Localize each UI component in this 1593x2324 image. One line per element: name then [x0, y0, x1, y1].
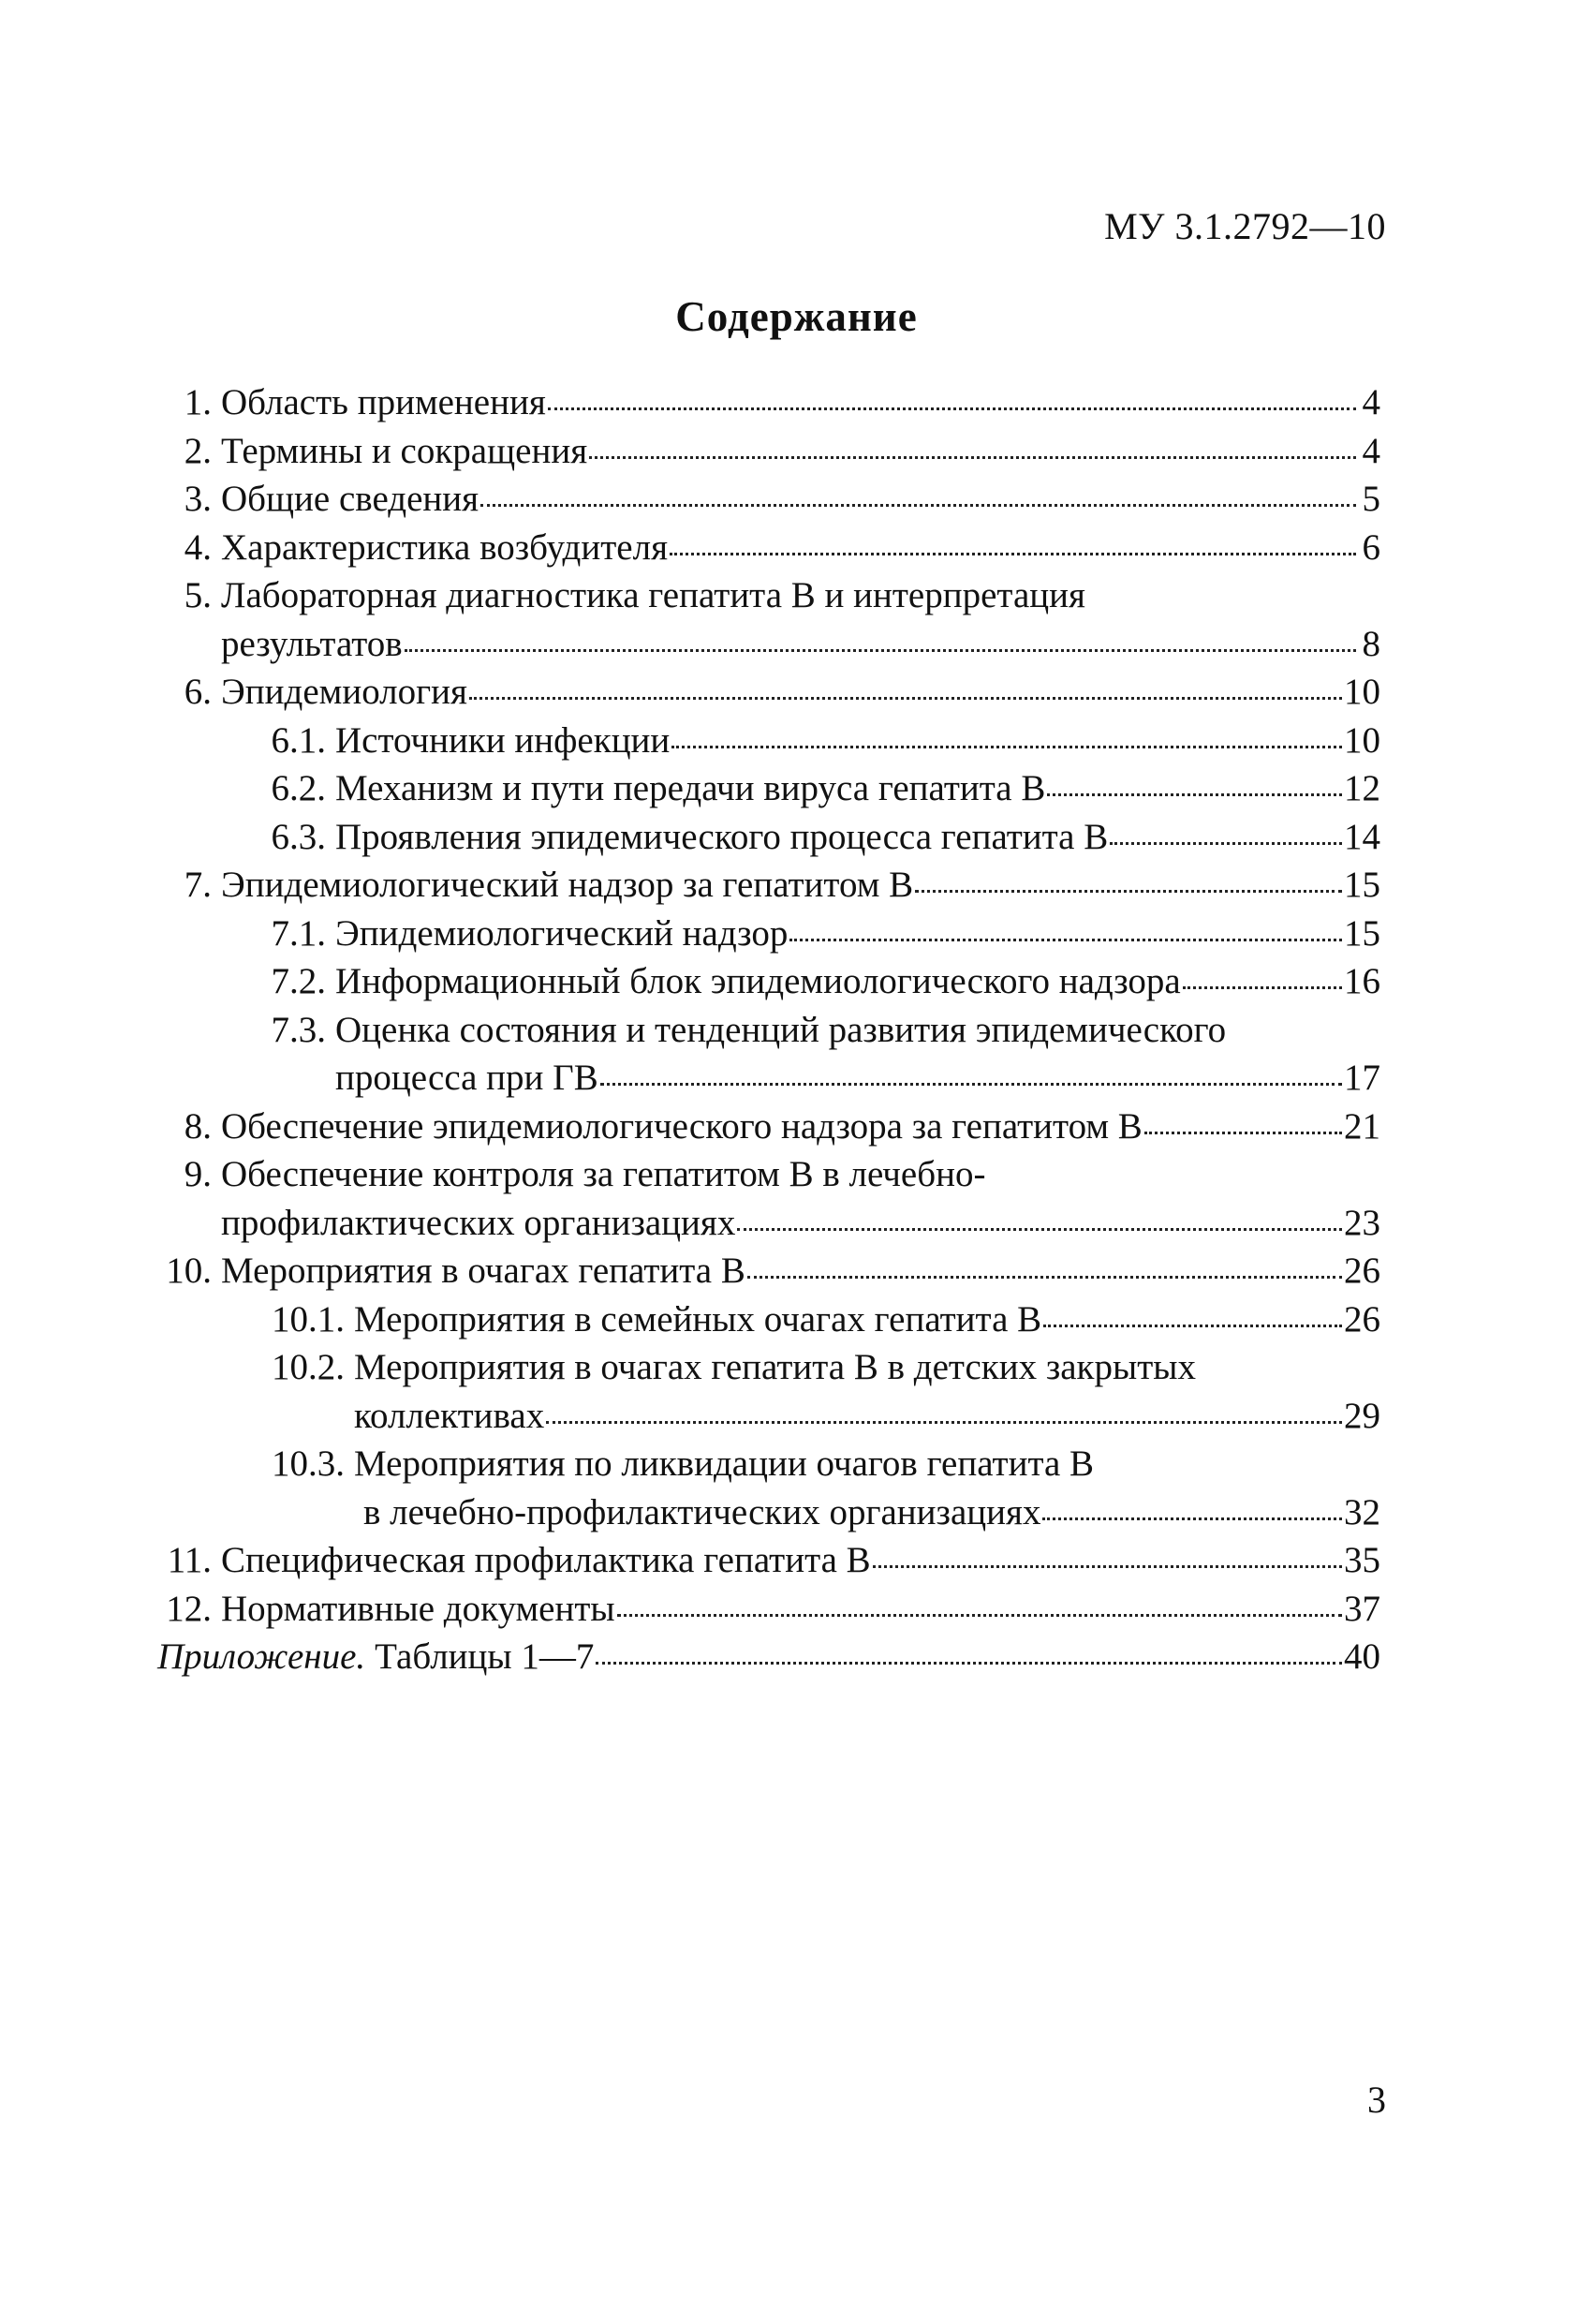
toc-entry-number: 10.1. — [272, 1298, 345, 1340]
toc-entry — [157, 1536, 1380, 1585]
toc-entry-title: Термины и сокращения — [221, 430, 588, 471]
dot-leader — [405, 649, 1356, 652]
toc-entry-title: Обеспечение контроля за гепатитом В в лечебно- — [221, 1154, 986, 1194]
dot-leader — [548, 407, 1356, 410]
dot-leader — [480, 504, 1356, 507]
toc-entry — [157, 764, 1380, 813]
toc-entry-title: Механизм и пути передачи вируса гепатита В — [335, 768, 1046, 808]
toc-entry-number: 6.1. — [271, 719, 326, 761]
dot-leader — [596, 1662, 1342, 1665]
toc-entry-title: Характеристика возбудителя — [221, 526, 669, 568]
toc-entry-title: Эпидемиологический надзор за гепатитом В — [221, 865, 914, 905]
toc-entry-page: 4 — [1362, 430, 1380, 471]
toc-entry-title: в лечебно-профилактических организациях — [363, 1491, 1041, 1532]
page-number: 3 — [1367, 2079, 1386, 2121]
toc-entry — [157, 668, 1380, 717]
toc-entry-page: 32 — [1344, 1491, 1380, 1532]
toc-entry-number: 6.3. — [271, 816, 326, 857]
dot-leader — [1110, 842, 1342, 845]
toc-entry-page: 35 — [1344, 1540, 1380, 1580]
toc-entry — [157, 427, 1380, 476]
toc-entry-page: 4 — [1362, 382, 1380, 422]
toc-entry — [157, 1488, 1380, 1537]
toc-entry — [157, 1585, 1380, 1634]
page-title: Содержание — [675, 293, 918, 340]
dot-leader — [670, 553, 1356, 555]
toc-entry-title: Таблицы 1—7 — [375, 1636, 595, 1677]
toc-entry-page: 8 — [1362, 623, 1380, 664]
toc-entry-number: 5. — [184, 575, 212, 615]
toc-entry-number: 8. — [184, 1105, 212, 1147]
toc-entry — [157, 1006, 1380, 1055]
toc-entry — [157, 1054, 1380, 1103]
toc-entry — [157, 475, 1380, 524]
toc-entry-page: 26 — [1344, 1298, 1380, 1340]
toc-entry-title: профилактических организациях — [221, 1202, 736, 1243]
toc-entry-title: Информационный блок эпидемиологического надзора — [335, 961, 1181, 1001]
toc-entry-number: 1. — [184, 382, 212, 422]
toc-entry — [157, 1343, 1380, 1392]
toc-entry-title: Проявления эпидемического процесса гепатита В — [335, 816, 1109, 857]
toc-entry — [157, 1199, 1380, 1248]
toc-entry — [157, 524, 1380, 572]
toc-entry — [157, 1295, 1380, 1344]
dot-leader — [671, 746, 1342, 748]
dot-leader — [1144, 1132, 1342, 1134]
table-of-contents — [157, 378, 1380, 1681]
toc-entry-title: Источники инфекции — [335, 719, 671, 761]
toc-entry — [157, 1103, 1380, 1151]
toc-entry-title: Мероприятия в семейных очагах гепатита В — [354, 1298, 1042, 1340]
toc-entry-number: 11. — [167, 1540, 212, 1580]
toc-entry-number: 2. — [184, 430, 212, 471]
toc-entry-title: Обеспечение эпидемиологического надзора за гепатитом В — [221, 1105, 1143, 1147]
toc-entry-number: 10. — [166, 1251, 212, 1291]
toc-entry-number: 4. — [184, 526, 212, 568]
toc-entry-page: 26 — [1344, 1251, 1380, 1291]
dot-leader — [589, 456, 1356, 459]
dot-leader — [469, 697, 1342, 700]
toc-entry-page: 15 — [1344, 912, 1380, 954]
toc-entry-page: 10 — [1344, 672, 1380, 712]
toc-entry-page: 29 — [1344, 1395, 1380, 1436]
dot-leader — [1043, 1325, 1342, 1327]
document-code: МУ 3.1.2792—10 — [1104, 205, 1386, 247]
toc-entry-page: 5 — [1362, 479, 1380, 519]
toc-entry — [157, 957, 1380, 1006]
toc-entry-title: Область применения — [221, 382, 546, 422]
toc-entry — [157, 378, 1380, 427]
toc-entry — [157, 813, 1380, 862]
toc-entry-page: 12 — [1344, 768, 1380, 808]
toc-entry-number: 7. — [184, 865, 212, 905]
dot-leader — [737, 1228, 1342, 1231]
toc-entry-number: 6.2. — [271, 768, 326, 808]
toc-entry-title: Специфическая профилактика гепатита В — [221, 1540, 871, 1580]
dot-leader — [1047, 793, 1342, 796]
toc-entry-number: 7.2. — [271, 961, 326, 1001]
toc-entry-number: 9. — [184, 1154, 212, 1194]
toc-entry-title: Мероприятия в очагах гепатита В — [221, 1251, 745, 1291]
toc-entry-title: Оценка состояния и тенденций развития эпидемического — [335, 1009, 1227, 1050]
toc-entry-page: 40 — [1344, 1636, 1380, 1677]
dot-leader — [600, 1083, 1342, 1086]
toc-entry — [157, 861, 1380, 910]
dot-leader — [1042, 1517, 1342, 1520]
toc-entry-title: Лабораторная диагностика гепатита В и интерпретация — [221, 575, 1085, 615]
toc-entry-number: Приложение. — [157, 1636, 366, 1677]
toc-entry-page: 6 — [1362, 526, 1380, 568]
toc-entry-page: 14 — [1344, 816, 1380, 857]
toc-entry-page: 15 — [1344, 865, 1380, 905]
toc-entry-page: 37 — [1344, 1588, 1380, 1629]
toc-entry-number: 6. — [184, 672, 212, 712]
toc-entry — [157, 1247, 1380, 1295]
toc-entry-title: Эпидемиологический надзор — [335, 912, 789, 954]
dot-leader — [1183, 986, 1342, 989]
dot-leader — [873, 1565, 1342, 1568]
dot-leader — [915, 890, 1342, 893]
toc-entry — [157, 1392, 1380, 1441]
toc-entry-title: Общие сведения — [221, 479, 479, 519]
toc-entry-number: 10.3. — [272, 1443, 345, 1484]
dot-leader — [789, 939, 1342, 941]
toc-entry-number: 10.2. — [272, 1347, 345, 1387]
toc-entry-page: 23 — [1344, 1202, 1380, 1243]
toc-entry-number: 7.3. — [271, 1009, 326, 1050]
toc-entry-title: Мероприятия в очагах гепатита В в детских закрытых — [354, 1347, 1196, 1387]
toc-entry-number: 12. — [166, 1588, 212, 1629]
dot-leader — [546, 1421, 1342, 1424]
toc-entry-title: Нормативные документы — [221, 1588, 615, 1629]
toc-entry-title: процесса при ГВ — [335, 1058, 598, 1098]
toc-entry-page: 17 — [1344, 1058, 1380, 1098]
toc-entry-number: 3. — [184, 479, 212, 519]
toc-entry — [157, 1150, 1380, 1199]
toc-entry-title: Мероприятия по ликвидации очагов гепатита В — [354, 1443, 1095, 1484]
dot-leader — [747, 1276, 1342, 1279]
toc-entry-page: 10 — [1344, 719, 1380, 761]
dot-leader — [617, 1614, 1342, 1617]
toc-entry-title: Эпидемиология — [221, 672, 467, 712]
toc-entry — [157, 910, 1380, 958]
toc-entry-page: 21 — [1344, 1105, 1380, 1147]
toc-entry — [157, 1440, 1380, 1488]
toc-entry — [157, 1633, 1380, 1681]
toc-entry-number: 7.1. — [271, 912, 326, 954]
toc-entry-title: коллективах — [354, 1395, 545, 1436]
toc-entry — [157, 571, 1380, 620]
toc-entry-page: 16 — [1344, 961, 1380, 1001]
toc-entry-title: результатов — [221, 623, 403, 664]
toc-entry — [157, 717, 1380, 765]
toc-entry — [157, 620, 1380, 669]
